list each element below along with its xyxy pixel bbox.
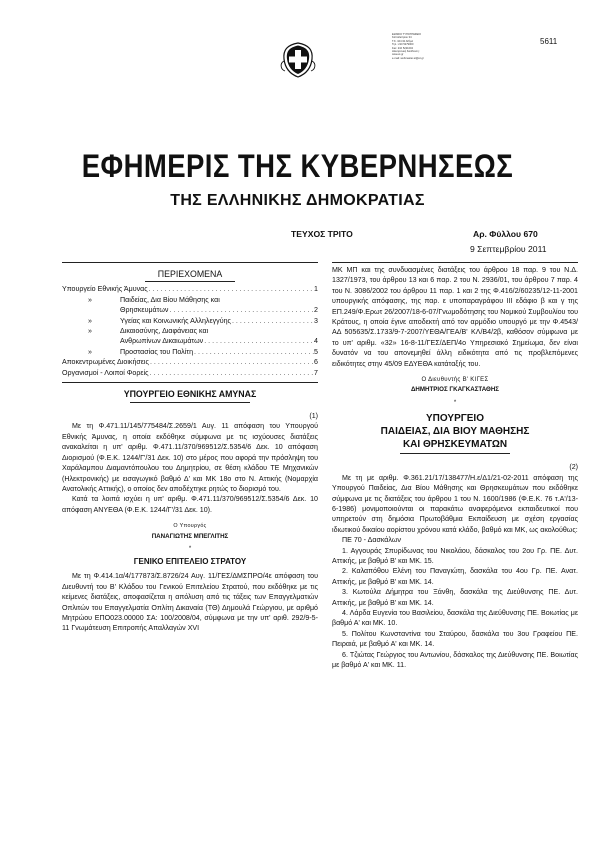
- decision-text: Με τη Φ.471.11/145/775484/Σ.2659/1 Αυγ. 11 απόφαση του Υπουργού Εθνικής Άμυνας, η οποία εκδόθηκε σύμφωνα με τις ισχύουσες διατάξεις ανακαλείται η υπ' αριθμ. Φ.471.11/370/969512/Σ.5354/6 Δεκ. 10 απόφαση Διορισμού (Φ.Ε.Κ. 1244/Γ'/31 Δεκ. 10) στο μέρος που αφορά την πρόσληψη του Χαράλαμπου Διαμαντόπουλου του Δημητρίου, σε θέση κλάδου ΤΕ Μηχανικών (Ηλεκτρονικής) με εισαγωγικό βαθμό Δ' και ΜΚ 18ο στο Ν. Αττικής (Νομαρχία Ανατολικής Αττικής), ο οποίος δεν αποδέχτηκε ρητώς το διορισμό του.: [62, 422, 318, 493]
- toc-list: [62, 284, 318, 378]
- sheet-number: [473, 229, 538, 239]
- toc-entry: Θρησκευμάτων . . . 2: [62, 305, 318, 315]
- item-number: (1): [309, 412, 318, 421]
- decision-text: Με τη με αριθμ. Φ.361.21/17/138477/Η.ε/Δ1/21-02-2011 απόφαση της Υπουργού Παιδείας, Δια Βίου Μάθησης και Θρησκευμάτων που εκδόθηκε σύμφωνα με τις διατάξεις του άρθρου 1 του Ν. 1600/1986 (Φ.Ε.Κ. 76 τ.Α'/13-6-1986) μονιμοποιούνται οι παρακάτω αναφερόμενοι εκπαιδευτικοί που υπηρετούν στη δημόσια Πρωτοβάθμια Εκπαίδευση με σχέση εργασίας ιδιωτικού δικαίου αορίστου χρόνου κατά κλάδο, βαθμό και ΜΚ, ως ακολούθως:: [332, 473, 578, 534]
- left-column: ΠΕΡΙΕΧΟΜΕΝΑ Υπουργείο Εθνικής Άμυνας . . . 1 » Παιδείας, Δια Βίου Μάθησης και Θρησκευμάτων . . . 2 » Υγείας και Κοινωνικής Αλληλεγγύης . . . 3 » Δικαιοσύνης, Διαφάνειας και Ανθρωπίνων Δικαιωμάτων . . . 4 » Προστασίας του Πολίτη . . . 5 Αποκεντρωμένες Διοικήσεις . . . 6 Οργανισμοί - Λοιποί Φορείς . . . 7 ΥΠΟΥΡΓΕΙΟ ΕΘΝΙΚΗΣ ΑΜΥΝΑΣ (1) Με τη Φ.471.11/145/775484/Σ.2659/1 Αυγ. 11 απόφαση του Υπουργού Εθνικής Άμυνας, η οποία εκδόθηκε σύμφωνα με τις ισχύουσες διατάξεις ανακαλείται η υπ' αριθμ. Φ.471.11/370/969512/Σ.5354/6 Δεκ. 10 απόφαση Διορισμού (Φ.Ε.Κ. 1244/Γ'/31 Δεκ. 10) στο μέρος που αφορά την πρόσληψη του Χαράλαμπου Διαμαντόπουλου του Δημητρίου, σε θέση κλάδου ΤΕ Μηχανικών (Ηλεκτρονικής) με εισαγωγικό βαθμό Δ' και ΜΚ 18ο στο Ν. Αττικής (Νομαρχία Ανατολικής Αττικής), ο οποίος δεν αποδέχτηκε ρητώς το διορισμό του. Κατά τα λοιπά ισχύει η υπ' αριθμ. Φ.471.11/370/969512/Σ.5354/6 Δεκ. 10 απόφαση ΑΝΥΕΘΑ (Φ.Ε.Κ. 1244/Γ'/31 Δεκ. 10). Ο Υπουργός ΠΑΝΑΓΙΩΤΗΣ ΜΠΕΓΛΙΤΗΣ * ΓΕΝΙΚΟ ΕΠΙΤΕΛΕΙΟ ΣΤΡΑΤΟΥ Με τη Φ.414.1α/4/177873/Σ.8726/24 Αυγ. 11/ΓΕΣ/ΔΜΣΠΡΟ/4ε απόφαση του Διευθυντή του Β' Κλάδου του Γενικού Επιτελείου Στρατού, που εκδόθηκε με τις κείμενες διατάξεις, αποφασίζεται η απόλυση από τις τάξεις των Επαγγελματιών Οπλιτών του Επαγγελματία Οπλίτη Δικαναία (ΤΘ) Δημουλά Γεώργιου, με αριθμό Μητρώου ΕΠΟ023.00000 ΣΑ: 100/2008/04, σύμφωνα με την υπ' αριθ. 292/9-5-11 Γνωμάτευση Επιτροπής Απαλλαγών ΧVΙ: [62, 262, 318, 634]
- publisher-line: www.et.gr: [392, 53, 404, 57]
- publisher-line: Τ.Κ. 104 32 Αθήνα: [392, 39, 414, 43]
- list-item: 1. Αγγουράς Σπυρίδωνας του Νικολάου, δάσκαλος του 2ου Γρ. ΠΕ. Δυτ. Αττικής, με βαθμό Β' και ΜΚ. 15.: [332, 546, 578, 565]
- issue-section: ΤΕΥΧΟΣ ΤΡΙΤΟ: [291, 229, 353, 239]
- toc-entry: Ανθρωπίνων Δικαιωμάτων . . . 4: [62, 336, 318, 346]
- decision-text: Με τη Φ.414.1α/4/177873/Σ.8726/24 Αυγ. 11/ΓΕΣ/ΔΜΣΠΡΟ/4ε απόφαση του Διευθυντή του Β' Κλάδου του Γενικού Επιτελείου Στρατού, που εκδόθηκε με τις κείμενες διατάξεις, αποφασίζεται η απόλυση από τις τάξεις των Επαγγελματιών Οπλιτών του Επαγγελματία Οπλίτη Δικαναία (ΤΘ) Δημουλά Γεώργιου, με αριθμό Μητρώου ΕΠΟ023.00000 ΣΑ: 100/2008/04, σύμφωνα με την υπ' αριθ. 292/9-5-11 Γνωμάτευση Επιτροπής Απαλλαγών ΧVΙ: [62, 572, 318, 633]
- page-number: 5611: [540, 37, 558, 46]
- toc-entry: » Υγείας και Κοινωνικής Αλληλεγγύης . . . 3: [62, 316, 318, 326]
- list-item: 2. Καλαπόθου Ελένη του Παναγιώτη, δασκάλα του 4ου Γρ. ΠΕ. Ανατ. Αττικής, με βαθμό Β' και ΜΚ. 14.: [332, 567, 578, 586]
- list-item: 3. Κωτούλα Δήμητρα του Ξάνθη, δασκάλα της Διεύθυνσης ΠΕ. Δυτ. Αττικής, με βαθμό Β' και ΜΚ. 14.: [332, 588, 578, 607]
- gazette-subtitle: ΤΗΣ ΕΛΛΗΝΙΚΗΣ ΔΗΜΟΚΡΑΤΙΑΣ: [170, 192, 425, 209]
- sub-heading: ΓΕΝΙΚΟ ΕΠΙΤΕΛΕΙΟ ΣΤΡΑΤΟΥ: [133, 557, 247, 567]
- branch-label: ΠΕ 70 - Δασκάλων: [342, 536, 401, 545]
- toc-entry: » Παιδείας, Δια Βίου Μάθησης και: [88, 295, 220, 304]
- signatory-role: Ο Διευθυντής Β' ΚΙΓΕΣ: [421, 377, 489, 384]
- divider: [62, 382, 318, 383]
- issue-date: 9 Σεπτεμβρίου 2011: [470, 244, 547, 254]
- toc-entry: Οργανισμοί - Λοιποί Φορείς . . . 7: [62, 368, 318, 378]
- ministry-heading: ΥΠΟΥΡΓΕΙΟ ΕΘΝΙΚΗΣ ΑΜΥΝΑΣ: [123, 389, 257, 400]
- list-item: 6. Τζιώτας Γεώργιος του Αντωνίου, δάσκαλος της Διεύθυνσης ΠΕ. Βοιωτίας με βαθμό Α' και ΜΚ. 11.: [332, 650, 578, 669]
- item-number: (2): [569, 463, 578, 472]
- divider: [332, 262, 578, 263]
- list-item: 5. Πολίτου Κωνσταντίνα του Σταύρου, δασκάλα του 3ου Γραφείου ΠΕ. Πειραιά, με βαθμό Α' και ΜΚ. 14.: [332, 629, 578, 649]
- signatory-name: ΔΗΜΗΤΡΙΟΣ ΓΚΑΓΚΑΣΤΑΘΗΣ: [410, 386, 500, 394]
- divider: [130, 402, 250, 403]
- publisher-info: [392, 33, 446, 60]
- publisher-line: ΕΘΝΙΚΟ ΤΥΠΟΓΡΑΦΕΙΟ: [392, 33, 422, 36]
- decision-text: Κατά τα λοιπά ισχύει η υπ' αριθμ. Φ.471.11/370/969512/Σ.5354/6 Δεκ. 10 απόφαση ΑΝΥΕΘΑ (Φ.Ε.Κ. 1244/Γ'/31 Δεκ. 10).: [62, 495, 318, 514]
- divider: [145, 281, 235, 282]
- publisher-line: Καποδιστρίου 34: [392, 36, 412, 40]
- divider: [62, 262, 318, 263]
- signatory-role: Ο Υπουργός: [173, 523, 207, 530]
- toc-entry: Αποκεντρωμένες Διοικήσεις . . . 6: [62, 357, 318, 367]
- decision-text: ΜΚ ΜΠ και της συνδυασμένες διατάξεις του άρθρου 18 παρ. 9 του Ν.Δ. 1327/1973, του άρθρου 13 και 6 παρ. 2 του Ν. 2936/01, του άρθρου 7 παρ. 4 του Ν. 3086/2002 του άρθρου 11 παρ. 1 και 2 της Φ.416/2/60235/12-11-2001 υπουργικής απόφασης, της παρ. ε υποπαραγράφου III εδάφιο β και γ της ΕΠ.249/Φ.Ερωτ 26/2007/18-6-07/Γνωμοδότησης του Νομικού Συμβουλίου του Κράτους, η οποία έγινε αποδεκτή από τον αρμόδιο υπουργό με την Φ.4543/ΑΔ 505635/Σ.1733/9-7-2007/ΥΕΘΑ/ΓΕΑ/Β' ΚΛ/Β4/2β, καθόσον σύμφωνα με το υπ' αριθμ. «32» 16-8-11/ΓΕΣ/ΔΕΠ/4ο Υπηρεσιακό Σημείωμα, δεν είναι δυνατόν να του απονεμηθεί άλλη ειδικότητα από τις προβλεπόμενες ειδικότητες στην 45/09 ΕΔΥΕΘΑ κατάταξής του.: [332, 266, 578, 368]
- toc-entry: Υπουργείο Εθνικής Άμυνας . . . 1: [62, 284, 318, 294]
- toc-entry: » Προστασίας του Πολίτη . . . 5: [62, 347, 318, 357]
- coat-of-arms-icon: [278, 39, 318, 79]
- right-column: ΜΚ ΜΠ και της συνδυασμένες διατάξεις του άρθρου 18 παρ. 9 του Ν.Δ. 1327/1973, του άρθρου 13 και 6 παρ. 2 του Ν. 2936/01, του άρθρου 7 παρ. 4 του Ν. 3086/2002 του άρθρου 11 παρ. 1 και 2 της Φ.416/2/60235/12-11-2001 υπουργικής απόφασης, της παρ. ε υποπαραγράφου III εδάφιο β και γ της ΕΠ.249/Φ.Ερωτ 26/2007/18-6-07/Γνωμοδότησης του Νομικού Συμβουλίου του Κράτους, η οποία έγινε αποδεκτή από τον αρμόδιο υπουργό με την Φ.4543/ΑΔ 505635/Σ.1733/9-7-2007/ΥΕΘΑ/ΓΕΑ/Β' ΚΛ/Β4/2β, καθόσον σύμφωνα με το υπ' αριθμ. «32» 16-8-11/ΓΕΣ/ΔΕΠ/4ο Υπηρεσιακό Σημείωμα, δεν είναι δυνατόν να του απονεμηθεί άλλη ειδικότητα από τις προβλεπόμενες ειδικότητες στην 45/09 ΕΔΥΕΘΑ κατάταξής του. Ο Διευθυντής Β' ΚΙΓΕΣ ΔΗΜΗΤΡΙΟΣ ΓΚΑΓΚΑΣΤΑΘΗΣ * ΥΠΟΥΡΓΕΙΟ ΠΑΙΔΕΙΑΣ, ΔΙΑ ΒΙΟΥ ΜΑΘΗΣΗΣ ΚΑΙ ΘΡΗΣΚΕΥΜΑΤΩΝ (2) Με τη με αριθμ. Φ.361.21/17/138477/Η.ε/Δ1/21-02-2011 απόφαση της Υπουργού Παιδείας, Δια Βίου Μάθησης και Θρησκευμάτων που εκδόθηκε σύμφωνα με τις διατάξεις του άρθρου 1 του Ν. 1600/1986 (Φ.Ε.Κ. 76 τ.Α'/13-6-1986) μονιμοποιούνται οι παρακάτω αναφερόμενοι εκπαιδευτικοί που υπηρετούν στη δημόσια Πρωτοβάθμια Εκπαίδευση με σχέση εργασίας ιδιωτικού δικαίου αορίστου χρόνου κατά κλάδο, βαθμό και ΜΚ, ως ακολούθως: ΠΕ 70 - Δασκάλων 1. Αγγουράς Σπυρίδωνας του Νικολάου, δάσκαλος του 2ου Γρ. ΠΕ. Δυτ. Αττικής, με βαθμό Β' και ΜΚ. 15. 2. Καλαπόθου Ελένη του Παναγιώτη, δασκάλα του 4ου Γρ. ΠΕ. Ανατ. Αττικής, με βαθμό Β' και ΜΚ. 14. 3. Κωτούλα Δήμητρα του Ξάνθη, δασκάλα της Διεύθυνσης ΠΕ. Δυτ. Αττικής, με βαθμό Β' και ΜΚ. 14. 4. Λάρδα Ευγενία του Βασιλείου, δασκάλα της Διεύθυνσης ΠΕ. Βοιωτίας με βαθμό Α' και ΜΚ. 10. 5. Πολίτου Κωνσταντίνα του Σταύρου, δασκάλα του 3ου Γραφείου ΠΕ. Πειραιά, με βαθμό Α' και ΜΚ. 14. 6. Τζιώτας Γεώργιος του Αντωνίου, δάσκαλος της Διεύθυνσης ΠΕ. Βοιωτίας με βαθμό Α' και ΜΚ. 11.: [332, 262, 578, 670]
- ministry-heading: ΥΠΟΥΡΓΕΙΟ ΠΑΙΔΕΙΑΣ, ΔΙΑ ΒΙΟΥ ΜΑΘΗΣΗΣ ΚΑΙ ΘΡΗΣΚΕΥΜΑΤΩΝ: [380, 413, 530, 451]
- signatory-name: ΠΑΝΑΓΙΩΤΗΣ ΜΠΕΓΛΙΤΗΣ: [151, 532, 229, 540]
- publisher-line: Ηλεκτρονική διεύθυνση:: [392, 50, 420, 54]
- divider: [400, 453, 510, 454]
- toc-entry: » Δικαιοσύνης, Διαφάνειας και: [88, 327, 209, 336]
- publisher-line: e-mail: webmaster.et@et.gr: [392, 56, 424, 60]
- publisher-line: Τηλ.: 210 5279000: [392, 43, 414, 47]
- sheet-value: 670: [523, 229, 538, 239]
- toc-heading: ΠΕΡΙΕΧΟΜΕΝΑ: [157, 269, 223, 279]
- publisher-line: Fax: 210 5221004: [392, 46, 413, 50]
- gazette-title: ΕΦΗΜΕΡΙΣ ΤΗΣ ΚΥΒΕΡΝΗΣΕΩΣ: [81, 148, 514, 184]
- sheet-label: Αρ. Φύλλου: [473, 229, 522, 239]
- list-item: 4. Λάρδα Ευγενία του Βασιλείου, δασκάλα της Διεύθυνσης ΠΕ. Βοιωτίας με βαθμό Α' και ΜΚ. 10.: [332, 608, 578, 628]
